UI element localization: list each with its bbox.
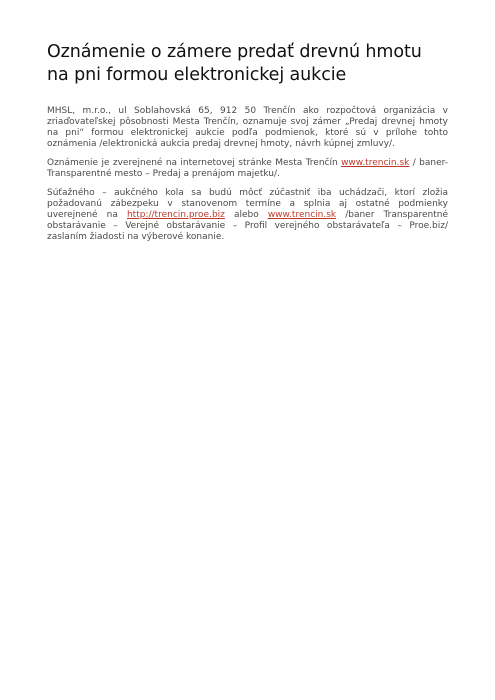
paragraph-intro: MHSL, m.r.o., ul Soblahovská 65, 912 50 Trenčín ako rozpočtová organizácia v zriaďovateľskej pôsobnosti Mesta Trenčín, oznamuje svoj zámer „Predaj drevnej hmoty na pni“ formou elektronickej aukcie podľa podmienok, ktoré sú v prílohe tohto oznámenia /elektronická aukcia predaj drevnej hmoty, návrh kúpnej zmluvy/. <box>47 106 448 149</box>
link-trencin-website[interactable]: www.trencin.sk <box>341 158 410 168</box>
document-title: Oznámenie o zámere predať drevnú hmotu na pni formou elektronickej aukcie <box>47 42 422 85</box>
paragraph-conditions-or: alebo <box>224 210 268 220</box>
link-proe-biz[interactable]: http://trencin.proe.biz <box>126 210 225 220</box>
paragraph-conditions-text-end: /baner Transparentné obstarávanie – Verejné obstarávanie – Profil verejného obstarávateľa – Proe.biz/ zaslaním žiadosti na výberové konanie. <box>47 210 449 242</box>
paragraph-conditions-text: Súťažného – aukčného kola sa budú môcť zúčastniť iba uchádzači, ktorí zložia požadovanú zábezpeku v stanovenom termíne a splnia aj ostatné podmienky uverejnené na <box>47 188 448 220</box>
paragraph-publication <box>47 158 448 180</box>
paragraph-publication-text-end: / baner- Transparentné mesto – Predaj a prenájom majetku/. <box>47 158 448 179</box>
document-content <box>47 41 448 243</box>
paragraph-auction-conditions <box>47 188 448 243</box>
link-trencin-website-2[interactable]: www.trencin.sk <box>267 210 337 220</box>
paragraph-publication-text: Oznámenie je zverejnené na internetovej stránke Mesta Trenčín <box>47 158 342 168</box>
